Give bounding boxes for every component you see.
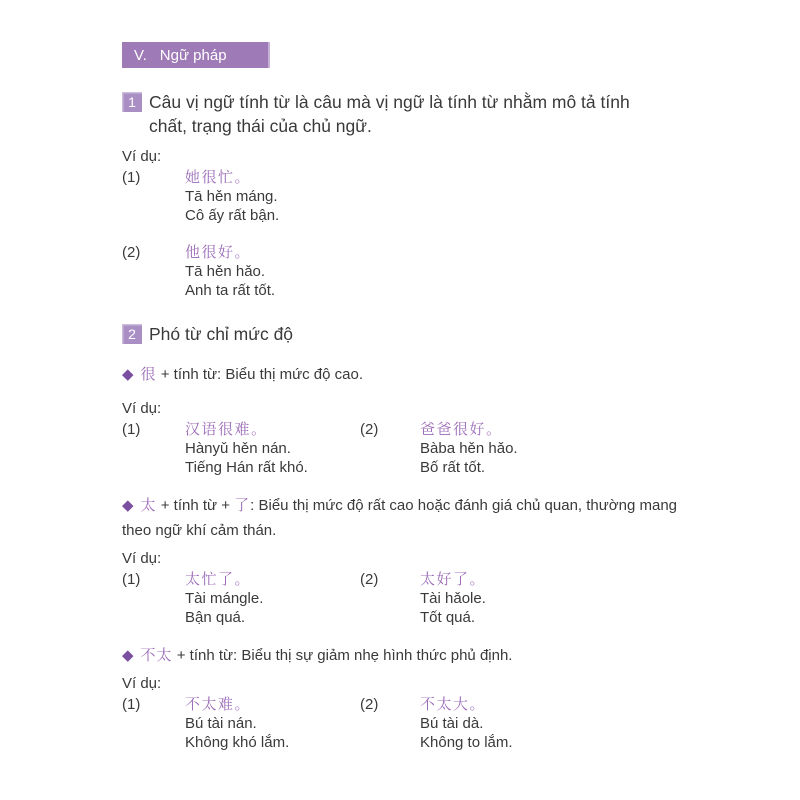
heading-2 [122, 322, 690, 346]
diamond-bullet-icon: ◆ [122, 647, 134, 664]
example-index: (2) [122, 244, 141, 261]
heading-text: Phó từ chỉ mức độ [149, 324, 294, 344]
example-vietnamese: Bố rất tốt. [420, 459, 486, 476]
example-vietnamese: Tiếng Hán rất khó. [185, 459, 308, 476]
example-label: Ví dụ: [122, 148, 162, 165]
example-chinese: 太忙了。 [185, 570, 252, 588]
rule-description: + tính từ: Biểu thị sự giảm nhẹ hình thức phủ định. [172, 647, 513, 664]
example-block [185, 168, 690, 225]
example-pinyin: Hànyǔ hěn nán. [185, 440, 291, 457]
example-index: (1) [122, 571, 141, 588]
example-row [122, 570, 690, 627]
section-title: Ngữ pháp [159, 46, 227, 64]
example-pinyin: Tā hěn máng. [185, 188, 278, 205]
example-pinyin: Bú tài nán. [185, 715, 257, 732]
example-vietnamese: Tốt quá. [420, 609, 476, 626]
example-block [420, 570, 690, 627]
example-vietnamese: Anh ta rất tốt. [185, 282, 276, 299]
example-pinyin: Tài mángle. [185, 590, 264, 607]
example-label: Ví dụ: [122, 400, 162, 417]
example-row [122, 168, 690, 225]
example-row [122, 695, 690, 752]
example-pinyin: Bú tài dà. [420, 715, 484, 732]
example-index: (2) [360, 421, 379, 438]
rule-tai-le [122, 493, 684, 543]
example-vietnamese: Bận quá. [185, 609, 246, 626]
example-block [185, 570, 360, 627]
example-block [185, 243, 690, 300]
example-block [420, 420, 690, 477]
rule-description: : Biểu thị mức độ rất cao hoặc đánh giá chủ quan, thường mang theo ngữ khí cảm thán. [122, 497, 678, 539]
rule-chinese-term: 太 [140, 496, 157, 514]
example-pinyin: Tài hǎole. [420, 590, 486, 607]
rule-description: + tính từ: Biểu thị mức độ cao. [156, 366, 363, 383]
section-header-bar [122, 42, 270, 68]
example-row [122, 420, 690, 477]
example-pinyin: Tā hěn hǎo. [185, 263, 266, 280]
example-block [420, 695, 690, 752]
example-index: (1) [122, 169, 141, 186]
diamond-bullet-icon: ◆ [122, 497, 134, 514]
example-index: (2) [360, 696, 379, 713]
diamond-bullet-icon: ◆ [122, 366, 134, 383]
example-vietnamese: Cô ấy rất bận. [185, 207, 280, 224]
rule-hen [122, 362, 684, 387]
section-numeral: V. [134, 46, 147, 64]
rule-bu-tai [122, 643, 684, 668]
example-block [185, 420, 360, 477]
heading-text: Câu vị ngữ tính từ là câu mà vị ngữ là tính từ nhằm mô tả tính chất, trạng thái của chủ ngữ. [149, 92, 630, 136]
example-index: (1) [122, 696, 141, 713]
example-vietnamese: Không khó lắm. [185, 734, 290, 751]
example-index: (2) [360, 571, 379, 588]
heading-1 [122, 90, 690, 138]
heading-number-badge: 1 [122, 92, 142, 112]
example-block [185, 695, 360, 752]
rule-chinese-term: 不太 [140, 646, 173, 664]
example-row [122, 243, 690, 300]
rule-mid-text: + tính từ + [156, 497, 235, 514]
example-chinese: 汉语很难。 [185, 420, 268, 438]
example-chinese: 太好了。 [420, 570, 487, 588]
rule-chinese-term: 了 [234, 496, 251, 514]
example-chinese: 不太大。 [420, 695, 487, 713]
example-chinese: 她很忙。 [185, 168, 252, 186]
example-chinese: 爸爸很好。 [420, 420, 503, 438]
heading-number-badge: 2 [122, 324, 142, 344]
example-label: Ví dụ: [122, 550, 162, 567]
example-vietnamese: Không to lắm. [420, 734, 513, 751]
example-pinyin: Bàba hěn hǎo. [420, 440, 518, 457]
example-chinese: 他很好。 [185, 243, 252, 261]
example-index: (1) [122, 421, 141, 438]
example-label: Ví dụ: [122, 675, 162, 692]
example-chinese: 不太难。 [185, 695, 252, 713]
rule-chinese-term: 很 [140, 365, 157, 383]
